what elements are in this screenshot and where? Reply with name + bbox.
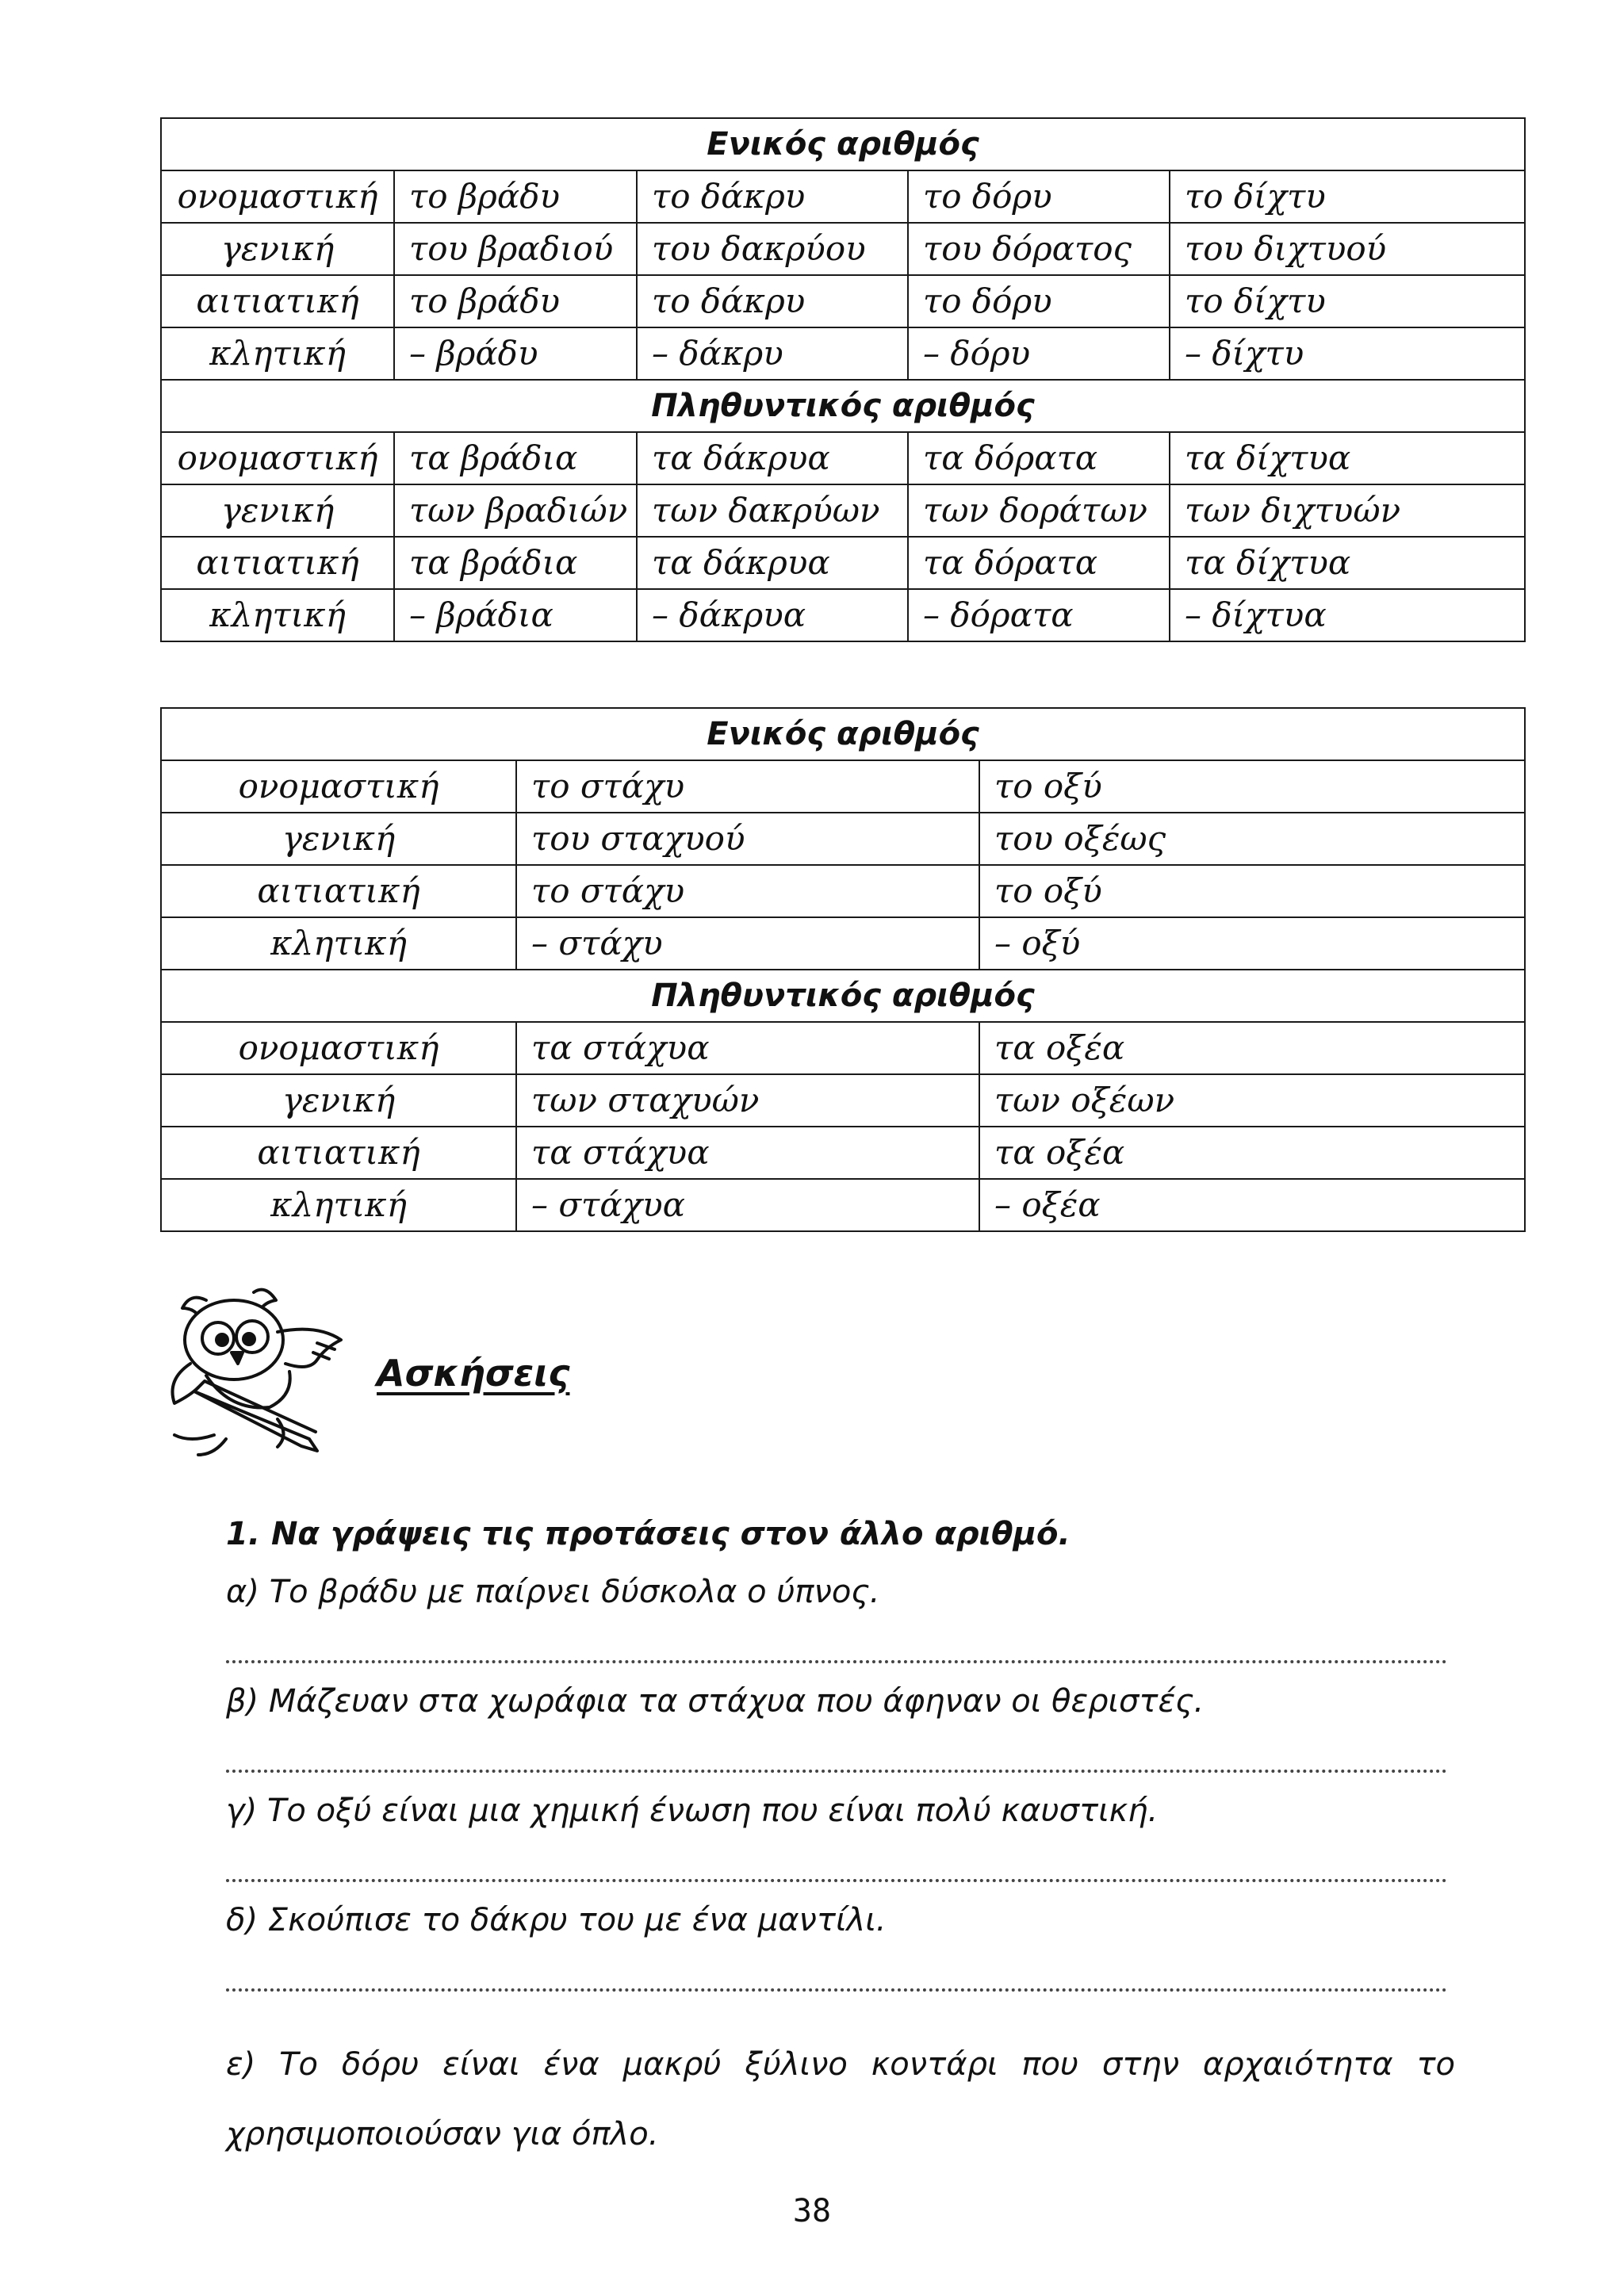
case-label: ονομαστική xyxy=(161,432,394,484)
table-row xyxy=(161,1022,1525,1074)
table-cell: το δόρυ xyxy=(908,275,1170,327)
table-cell: το δάκρυ xyxy=(637,275,908,327)
table-cell: τα δόρατα xyxy=(908,432,1170,484)
singular-heading-row xyxy=(161,708,1525,760)
exercise-sentence-a: α) Το βράδυ με παίρνει δύσκολα ο ύπνος. xyxy=(226,1574,880,1610)
table-cell: τα δίχτυα xyxy=(1170,432,1525,484)
table-cell: – στάχυα xyxy=(516,1179,979,1231)
table-row xyxy=(161,223,1525,275)
case-label: αιτιατική xyxy=(161,275,394,327)
table-row xyxy=(161,1127,1525,1179)
answer-line-c[interactable] xyxy=(226,1831,1447,1882)
case-label: γενική xyxy=(161,223,394,275)
table-cell: των οξέων xyxy=(979,1074,1525,1127)
table-cell: το στάχυ xyxy=(516,760,979,813)
table-cell: του δακρύου xyxy=(637,223,908,275)
table-row xyxy=(161,1074,1525,1127)
table-cell: τα βράδια xyxy=(394,537,637,589)
table-cell: – δόρυ xyxy=(908,327,1170,380)
table-cell: – βράδυ xyxy=(394,327,637,380)
exercise-1 xyxy=(226,1514,1455,2169)
table-row xyxy=(161,327,1525,380)
plural-heading-row xyxy=(161,380,1525,432)
table-cell: – βράδια xyxy=(394,589,637,641)
table-cell: των δοράτων xyxy=(908,484,1170,537)
case-label: κλητική xyxy=(161,589,394,641)
table-cell: – δίχτυ xyxy=(1170,327,1525,380)
case-label: αιτιατική xyxy=(161,537,394,589)
case-label: ονομαστική xyxy=(161,1022,516,1074)
table-cell: το οξύ xyxy=(979,865,1525,917)
table-cell: τα οξέα xyxy=(979,1127,1525,1179)
table-row xyxy=(161,589,1525,641)
table-cell: τα δόρατα xyxy=(908,537,1170,589)
table-cell: των βραδιών xyxy=(394,484,637,537)
table-row xyxy=(161,537,1525,589)
table-cell: τα δάκρυα xyxy=(637,537,908,589)
table-cell: του οξέως xyxy=(979,813,1525,865)
case-label: ονομαστική xyxy=(161,170,394,223)
plural-heading-row xyxy=(161,970,1525,1022)
singular-heading: Ενικός αριθμός xyxy=(161,118,1525,170)
table-cell: – δάκρυ xyxy=(637,327,908,380)
table-cell: – οξέα xyxy=(979,1179,1525,1231)
table-cell: τα δάκρυα xyxy=(637,432,908,484)
exercise-sentence-e: ε) Το δόρυ είναι ένα μακρύ ξύλινο κοντάρι που στην αρχαιότητα το χρησιμοποιούσαν για όπλο. xyxy=(226,2046,1455,2152)
table-row xyxy=(161,484,1525,537)
table-cell: το δίχτυ xyxy=(1170,170,1525,223)
case-label: γενική xyxy=(161,1074,516,1127)
singular-heading: Ενικός αριθμός xyxy=(161,708,1525,760)
table-row xyxy=(161,865,1525,917)
table-row xyxy=(161,170,1525,223)
table-cell: το δόρυ xyxy=(908,170,1170,223)
case-label: αιτιατική xyxy=(161,1127,516,1179)
table-cell: των σταχυών xyxy=(516,1074,979,1127)
table-cell: – στάχυ xyxy=(516,917,979,970)
exercises-title: Ασκήσεις xyxy=(377,1352,570,1395)
exercise-sentence-d: δ) Σκούπισε το δάκρυ του με ένα μαντίλι. xyxy=(226,1902,887,1938)
table-row xyxy=(161,275,1525,327)
table-cell: το οξύ xyxy=(979,760,1525,813)
table-cell: το βράδυ xyxy=(394,275,637,327)
singular-heading-row xyxy=(161,118,1525,170)
declension-table-2 xyxy=(160,707,1526,1232)
answer-line-a[interactable] xyxy=(226,1613,1447,1663)
table-cell: το στάχυ xyxy=(516,865,979,917)
case-label: αιτιατική xyxy=(161,865,516,917)
exercise-heading: 1. Να γράψεις τις προτάσεις στον άλλο αριθμό. xyxy=(226,1516,1071,1552)
table-cell: τα στάχυα xyxy=(516,1127,979,1179)
table-cell: – οξύ xyxy=(979,917,1525,970)
table-row xyxy=(161,432,1525,484)
case-label: κλητική xyxy=(161,917,516,970)
case-label: γενική xyxy=(161,484,394,537)
case-label: ονομαστική xyxy=(161,760,516,813)
plural-heading: Πληθυντικός αριθμός xyxy=(161,970,1525,1022)
exercise-sentence-b: β) Μάζευαν στα χωράφια τα στάχυα που άφηναν οι θεριστές. xyxy=(226,1683,1205,1720)
table-cell: του σταχυού xyxy=(516,813,979,865)
table-cell: τα βράδια xyxy=(394,432,637,484)
table-row xyxy=(161,1179,1525,1231)
plural-heading: Πληθυντικός αριθμός xyxy=(161,380,1525,432)
table-cell: – δόρατα xyxy=(908,589,1170,641)
table-cell: των διχτυών xyxy=(1170,484,1525,537)
table-cell: του διχτυού xyxy=(1170,223,1525,275)
table-cell: – δάκρυα xyxy=(637,589,908,641)
table-cell: το βράδυ xyxy=(394,170,637,223)
case-label: κλητική xyxy=(161,1179,516,1231)
declension-table-1 xyxy=(160,117,1526,642)
page-number: 38 xyxy=(792,2193,832,2229)
table-cell: τα στάχυα xyxy=(516,1022,979,1074)
table-cell: του βραδιού xyxy=(394,223,637,275)
table-cell: τα οξέα xyxy=(979,1022,1525,1074)
answer-line-d[interactable] xyxy=(226,1941,1447,1992)
table-row xyxy=(161,917,1525,970)
owl-with-pencil-icon xyxy=(159,1276,357,1459)
table-row xyxy=(161,760,1525,813)
answer-line-b[interactable] xyxy=(226,1722,1447,1773)
table-row xyxy=(161,813,1525,865)
table-cell: των δακρύων xyxy=(637,484,908,537)
case-label: κλητική xyxy=(161,327,394,380)
table-cell: τα δίχτυα xyxy=(1170,537,1525,589)
case-label: γενική xyxy=(161,813,516,865)
exercise-sentence-c: γ) Το οξύ είναι μια χημική ένωση που είναι πολύ καυστική. xyxy=(226,1793,1159,1829)
table-cell: του δόρατος xyxy=(908,223,1170,275)
table-cell: το δάκρυ xyxy=(637,170,908,223)
table-cell: – δίχτυα xyxy=(1170,589,1525,641)
table-cell: το δίχτυ xyxy=(1170,275,1525,327)
